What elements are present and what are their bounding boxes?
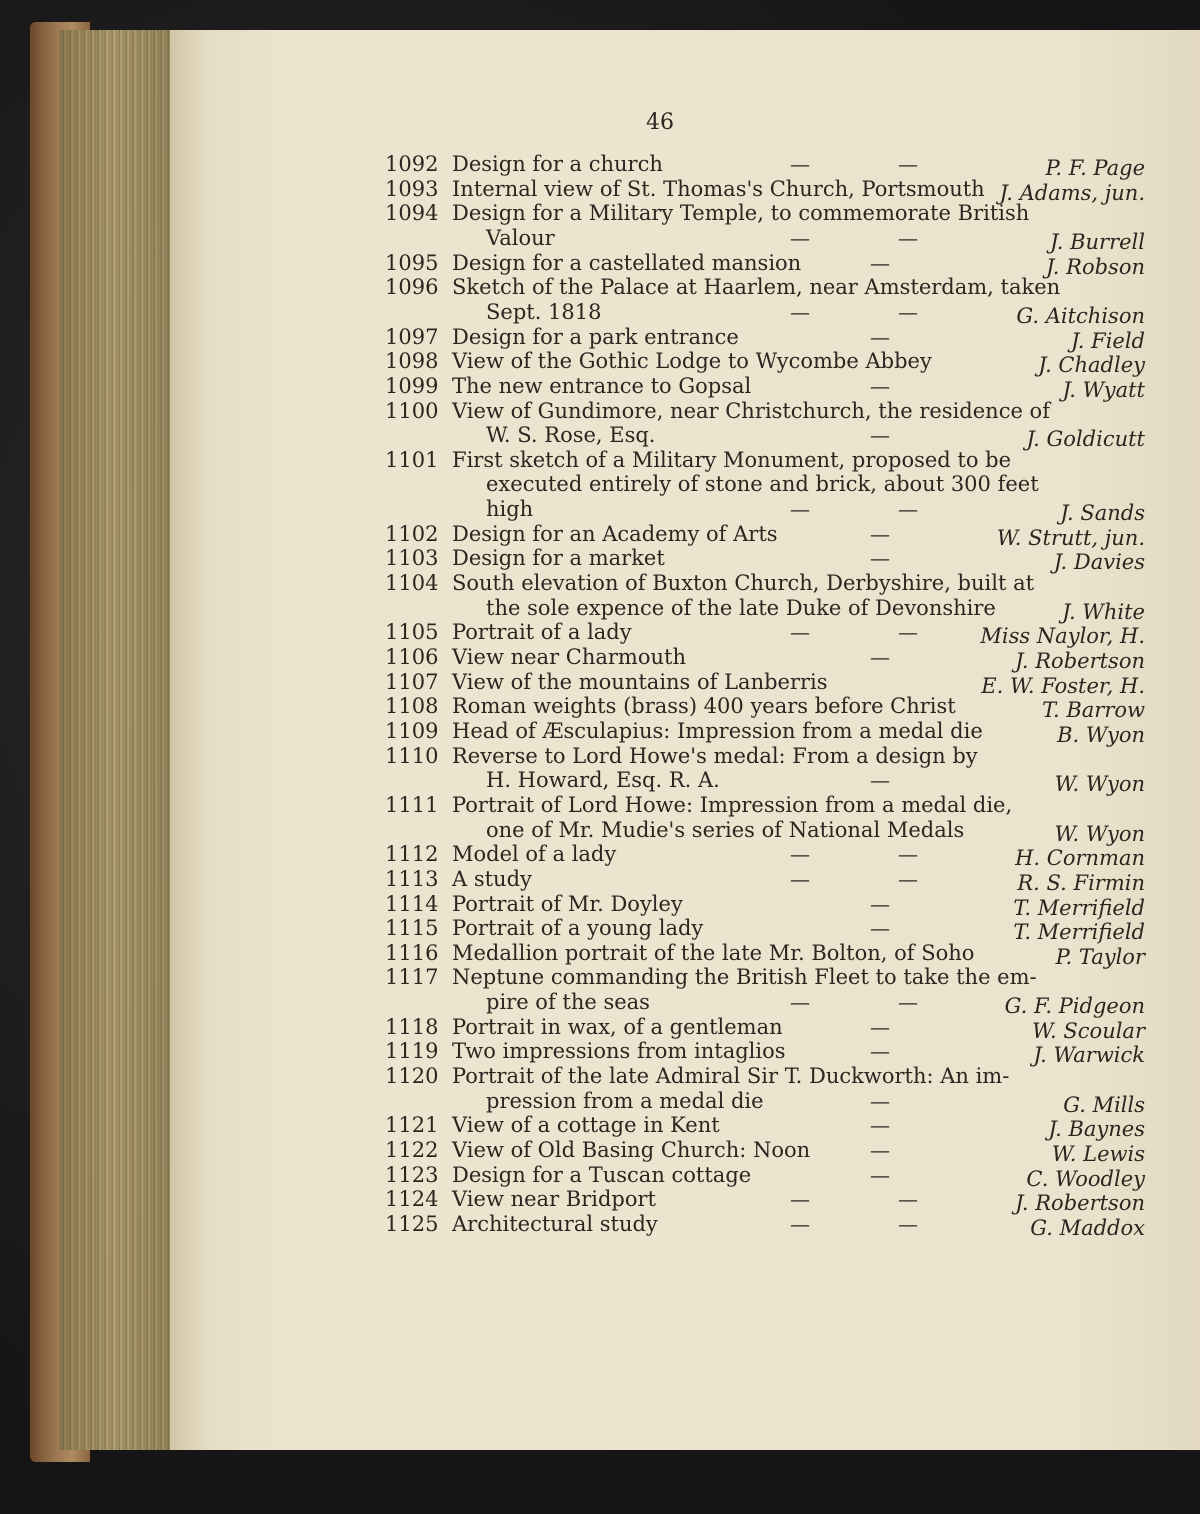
entry-title: First sketch of a Military Monument, proposed to be: [452, 447, 1012, 472]
entry-number: 1112: [385, 842, 439, 867]
entry-artist: C. Woodley: [1026, 1166, 1145, 1191]
entry-title-continued: H. Howard, Esq. R. A.: [486, 768, 720, 793]
entry-dash: —: [870, 1162, 890, 1187]
entry-title: Portrait of a young lady: [452, 916, 704, 941]
entry-dash: —: [898, 225, 918, 250]
entry-number: 1117: [385, 965, 439, 990]
entry-dash: —: [790, 1187, 810, 1212]
entry-title-continued: Valour: [486, 225, 555, 250]
entry-title-continued: high: [486, 497, 534, 522]
entry-dash: —: [790, 225, 810, 250]
entry-title: Architectural study: [452, 1211, 658, 1236]
entry-artist: G. F. Pidgeon: [1004, 994, 1145, 1019]
entry-number: 1114: [385, 891, 439, 916]
entry-number: 1108: [385, 694, 439, 719]
entry-artist: P. F. Page: [1045, 156, 1145, 180]
entry-artist: J. Adams, jun.: [999, 180, 1145, 205]
book-page: [170, 30, 1200, 1450]
catalogue-entries: [170, 30, 1200, 1450]
entry-dash: —: [898, 1211, 918, 1236]
entry-dash: —: [870, 1113, 890, 1138]
entry-dash: —: [790, 497, 810, 522]
entry-number: 1109: [385, 718, 439, 743]
entry-artist: J. Warwick: [1033, 1043, 1145, 1068]
entry-artist: H. Cornman: [1015, 846, 1145, 871]
entry-title: Design for a market: [452, 546, 665, 571]
entry-title: Sketch of the Palace at Haarlem, near Amsterdam, taken: [452, 275, 1061, 300]
entry-number: 1099: [385, 373, 439, 398]
entry-title: Portrait of Lord Howe: Impression from a medal die,: [452, 792, 1013, 817]
entry-title: View of the mountains of Lanberris: [452, 669, 828, 694]
entry-dash: —: [870, 1014, 890, 1039]
entry-number: 1104: [385, 571, 439, 596]
entry-artist: J. Robertson: [1015, 649, 1145, 673]
entry-title: Design for a castellated mansion: [452, 250, 802, 275]
entry-title: View of a cottage in Kent: [452, 1113, 720, 1138]
entry-dash: —: [870, 645, 890, 669]
entry-title: View near Bridport: [452, 1187, 656, 1212]
entry-artist: W. Lewis: [1051, 1142, 1145, 1166]
entry-title: Portrait in wax, of a gentleman: [452, 1014, 783, 1039]
entry-number: 1122: [385, 1138, 439, 1162]
entry-number: 1111: [385, 792, 439, 817]
entry-artist: J. Wyatt: [1062, 377, 1145, 402]
entry-title-continued: pire of the seas: [486, 990, 650, 1015]
entry-number: 1116: [385, 940, 439, 965]
entry-number: 1119: [385, 1039, 439, 1064]
entry-number: 1110: [385, 743, 439, 768]
entry-dash: —: [790, 299, 810, 324]
entry-dash: —: [898, 299, 918, 324]
entry-title: The new entrance to Gopsal: [452, 373, 752, 398]
entry-number: 1125: [385, 1211, 439, 1236]
entry-number: 1096: [385, 275, 439, 300]
entry-title-continued: pression from a medal die: [486, 1088, 764, 1113]
entry-artist: J. White: [1062, 599, 1145, 624]
entry-dash: —: [898, 620, 918, 645]
entry-artist: J. Goldicutt: [1026, 427, 1145, 452]
entry-number: 1092: [385, 152, 439, 176]
entry-title-continued: the sole expence of the late Duke of Devonshire: [486, 595, 996, 620]
entry-artist: P. Taylor: [1055, 944, 1145, 969]
entry-title: Roman weights (brass) 400 years before Christ: [452, 694, 956, 719]
entry-number: 1120: [385, 1064, 439, 1089]
entry-dash: —: [870, 1138, 890, 1162]
entry-number: 1105: [385, 620, 439, 645]
entry-title: View of Gundimore, near Christchurch, the residence of: [452, 398, 1050, 423]
entry-number: 1107: [385, 669, 439, 694]
entry-title-continued: W. S. Rose, Esq.: [486, 423, 656, 448]
entry-dash: —: [870, 768, 890, 793]
entry-dash: —: [870, 521, 890, 546]
entry-title: Design for an Academy of Arts: [452, 521, 778, 546]
entry-number: 1100: [385, 398, 439, 423]
entry-dash: —: [870, 916, 890, 941]
entry-title: Two impressions from intaglios: [452, 1039, 786, 1064]
entry-dash: —: [870, 891, 890, 916]
entry-title: Medallion portrait of the late Mr. Bolton, of Soho: [452, 940, 975, 965]
entry-number: 1121: [385, 1113, 439, 1138]
entry-title: Model of a lady: [452, 842, 617, 867]
entry-title: A study: [452, 866, 532, 891]
entry-artist: W. Scoular: [1032, 1018, 1145, 1043]
entry-dash: —: [898, 842, 918, 867]
entry-dash: —: [790, 990, 810, 1015]
entry-dash: —: [790, 1211, 810, 1236]
entry-number: 1106: [385, 645, 439, 669]
entry-artist: G. Mills: [1063, 1092, 1145, 1117]
entry-dash: —: [898, 990, 918, 1015]
entry-title-continued: one of Mr. Mudie's series of National Medals: [486, 817, 965, 842]
entry-artist: E. W. Foster, H.: [981, 673, 1145, 698]
entry-dash: —: [870, 423, 890, 448]
entry-title: View of Old Basing Church: Noon: [452, 1138, 811, 1162]
entry-title: Reverse to Lord Howe's medal: From a design by: [452, 743, 978, 768]
entry-artist: B. Wyon: [1057, 722, 1145, 747]
entry-artist: J. Field: [1070, 328, 1145, 353]
entry-title: Portrait of Mr. Doyley: [452, 891, 683, 916]
entry-title: Head of Æsculapius: Impression from a medal die: [452, 718, 983, 743]
entry-dash: —: [790, 152, 810, 176]
entry-title: Design for a Military Temple, to commemorate British: [452, 201, 1030, 226]
entry-dash: —: [898, 152, 918, 176]
entry-artist: J. Robson: [1046, 254, 1145, 279]
page-number: 46: [646, 110, 674, 135]
entry-number: 1102: [385, 521, 439, 546]
entry-title: Neptune commanding the British Fleet to take the em-: [452, 965, 1037, 990]
entry-title-continued: executed entirely of stone and brick, about 300 feet: [486, 472, 1039, 497]
entry-artist: G. Maddox: [1030, 1215, 1145, 1240]
entry-title: Portrait of a lady: [452, 620, 632, 645]
entry-artist: J. Davies: [1053, 550, 1145, 575]
entry-artist: R. S. Firmin: [1017, 870, 1145, 895]
entry-artist: J. Burrell: [1049, 229, 1145, 254]
entry-number: 1103: [385, 546, 439, 571]
entry-number: 1095: [385, 250, 439, 275]
entry-dash: —: [870, 324, 890, 349]
entry-number: 1101: [385, 447, 439, 472]
entry-dash: —: [870, 373, 890, 398]
entry-title: Design for a church: [452, 152, 663, 176]
entry-number: 1115: [385, 916, 439, 941]
entry-artist: T. Merrifield: [1013, 895, 1145, 920]
entry-artist: G. Aitchison: [1016, 303, 1145, 328]
entry-title: View near Charmouth: [452, 645, 686, 669]
entry-dash: —: [870, 250, 890, 275]
entry-title: Portrait of the late Admiral Sir T. Duckworth: An im-: [452, 1064, 1010, 1089]
entry-title: Design for a park entrance: [452, 324, 739, 349]
entry-number: 1098: [385, 349, 439, 374]
entry-artist: T. Barrow: [1042, 698, 1145, 723]
entry-dash: —: [870, 1088, 890, 1113]
entry-dash: —: [790, 620, 810, 645]
entry-artist: Miss Naylor, H.: [980, 624, 1145, 649]
entry-title: View of the Gothic Lodge to Wycombe Abbey: [452, 349, 932, 374]
entry-artist: T. Merrifield: [1013, 920, 1145, 945]
entry-dash: —: [790, 866, 810, 891]
entry-dash: —: [898, 1187, 918, 1212]
entry-number: 1093: [385, 176, 439, 201]
entry-number: 1113: [385, 866, 439, 891]
entry-artist: W. Strutt, jun.: [996, 525, 1145, 550]
entry-artist: W. Wyon: [1054, 772, 1145, 797]
entry-artist: J. Chadley: [1038, 353, 1145, 378]
entry-artist: W. Wyon: [1054, 821, 1145, 846]
entry-artist: J. Robertson: [1015, 1191, 1145, 1216]
entry-title: South elevation of Buxton Church, Derbyshire, built at: [452, 571, 1035, 596]
entry-dash: —: [898, 497, 918, 522]
entry-number: 1124: [385, 1187, 439, 1212]
entry-title: Design for a Tuscan cottage: [452, 1162, 752, 1187]
entry-number: 1123: [385, 1162, 439, 1187]
entry-number: 1097: [385, 324, 439, 349]
entry-dash: —: [870, 1039, 890, 1064]
entry-dash: —: [898, 866, 918, 891]
entry-title: Internal view of St. Thomas's Church, Portsmouth: [452, 176, 985, 201]
entry-artist: J. Sands: [1060, 501, 1145, 526]
entry-number: 1118: [385, 1014, 439, 1039]
entry-dash: —: [870, 546, 890, 571]
entry-dash: —: [790, 842, 810, 867]
entry-number: 1094: [385, 201, 439, 226]
entry-title-continued: Sept. 1818: [486, 299, 602, 324]
entry-artist: J. Baynes: [1048, 1117, 1145, 1142]
